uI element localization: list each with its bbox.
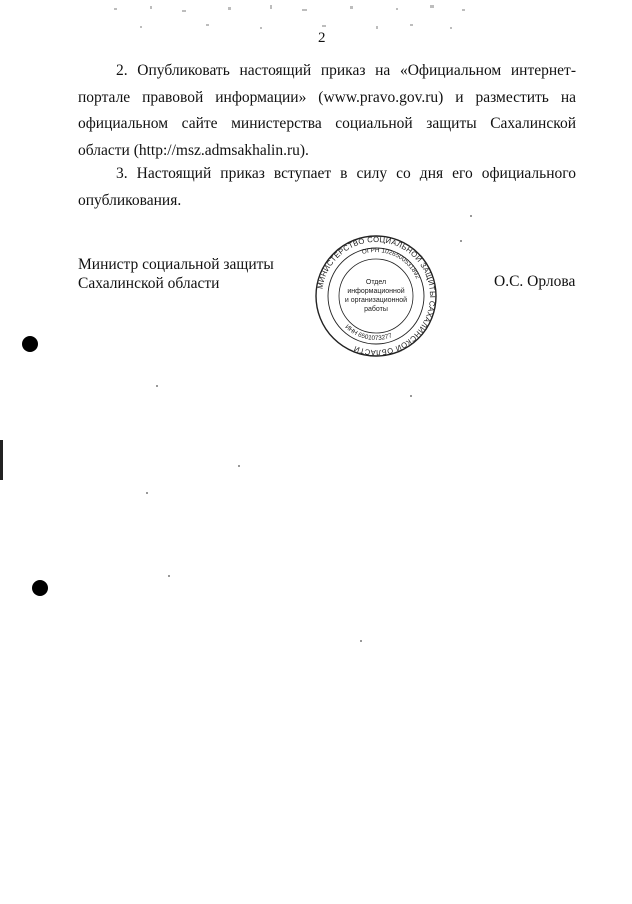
scan-speck (238, 465, 240, 467)
scan-speck (410, 395, 412, 397)
scan-speck (360, 640, 362, 642)
stamp-center-line2: информационной (347, 288, 405, 295)
paragraph-publish-order: 2. Опубликовать настоящий приказ на «Официальном интернет-портале правовой информации» (www.pravo.gov.ru) и разместить на официальном сайте министерства социальной защиты Сахалинской области (http://msz.admsakhalin.ru). (78, 62, 576, 159)
paragraph-effective-date: 3. Настоящий приказ вступает в силу со дня его официального опубликования. (78, 165, 576, 209)
stamp-center-line1: Отдел (365, 279, 387, 286)
scan-speck (168, 575, 170, 577)
scan-speck (146, 492, 148, 494)
scan-speck (460, 240, 462, 242)
stamp-center-line4: работы (364, 306, 388, 313)
signatory-title-line2: Сахалинской области (78, 275, 220, 292)
signatory-name: О.С. Орлова (494, 273, 576, 290)
stamp-ogrn: ОГРН 1026500531892 (361, 246, 422, 280)
scan-speck (156, 385, 158, 387)
punch-hole (32, 580, 48, 596)
stamp-center-line3: и организационной (344, 297, 408, 304)
scan-noise (110, 2, 490, 32)
signatory-title (78, 255, 274, 293)
signatory-title-line1: Министр социальной защиты (78, 256, 274, 273)
scan-edge-mark (0, 440, 3, 480)
stamp-inn: ИНН 6501073277 (343, 323, 394, 343)
official-stamp (314, 234, 438, 358)
stamp-ring-text: МИНИСТЕРСТВО СОЦИАЛЬНОЙ ЗАЩИТЫ САХАЛИНСКОЙ ОБЛАСТИ (315, 234, 438, 358)
punch-hole (22, 336, 38, 352)
scan-speck (470, 215, 472, 217)
page-number: 2 (318, 30, 326, 46)
